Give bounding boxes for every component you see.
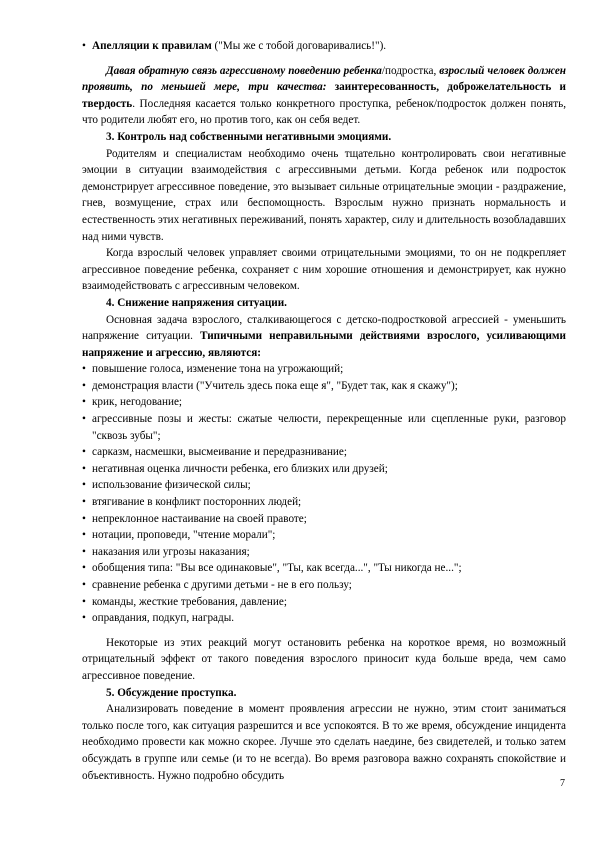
bullet-icon: •	[82, 396, 86, 409]
list-item: • оправдания, подкуп, награды.	[82, 610, 566, 627]
list-item: • сарказм, насмешки, высмеивание и передразнивание;	[82, 444, 566, 461]
list-item: • демонстрация власти ("Учитель здесь пока еще я", "Будет так, как я скажу");	[82, 378, 566, 395]
bullet-icon: •	[82, 462, 86, 475]
bullet-icon: •	[82, 363, 86, 376]
section-heading-5: 5. Обсуждение проступка.	[106, 686, 237, 699]
bullet-icon: •	[82, 595, 86, 608]
list-item: • обобщения типа: "Вы все одинаковые", "Ты, как всегда...", "Ты никогда не...";	[82, 560, 566, 577]
bullet-icon: •	[82, 479, 86, 492]
paragraph-feedback: Давая обратную связь агрессивному поведению ребенка/подростка, взрослый человек должен проявить, по меньшей мере, три качества: заинтересованность, доброжелательность и твердость. Последняя касается только конкретного проступка, ребенок/подросток должен понять, что родители любят его, но против того, как он себя ведет.	[82, 64, 566, 127]
bullet-icon: •	[82, 545, 86, 558]
bullet-icon: •	[82, 413, 86, 426]
list-item: • негативная оценка личности ребенка, его близких или друзей;	[82, 461, 566, 478]
mistakes-list	[82, 361, 566, 627]
bullet-icon: •	[82, 562, 86, 575]
list-item: • непреклонное настаивание на своей правоте;	[82, 511, 566, 528]
list-item: • нотации, проповеди, "чтение морали";	[82, 527, 566, 544]
list-item: • команды, жесткие требования, давление;	[82, 594, 566, 611]
paragraph-effects: Некоторые из этих реакций могут остановить ребенка на короткое время, но возможный отрицательный эффект от такого поведения взрослого приносит куда больше вреда, чем само агрессивное поведение.	[82, 636, 566, 682]
bullet-icon: •	[82, 512, 86, 525]
bullet-icon: •	[82, 579, 86, 591]
list-item: • наказания или угрозы наказания;	[82, 544, 566, 561]
list-item-text: Апелляции к правилам ("Мы же с тобой договаривались!").	[92, 40, 387, 52]
bullet-icon: •	[82, 612, 86, 625]
paragraph-discussion: Анализировать поведение в момент проявления агрессии не нужно, этим стоит заниматься только после того, как ситуация разрешится и все успокоятся. В то же время, обсуждение инцидента необходимо провести как можно скорее. Лучше это сделать наедине, без свидетелей, и только затем обсуждать в группе или семье (и то не всегда). Во время разговора важно сохранять спокойствие и объективность. Нужно подробно обсудить	[82, 703, 566, 782]
list-item: • сравнение ребенка с другими детьми - не в его пользу;	[82, 577, 566, 594]
bullet-icon: •	[82, 446, 86, 459]
list-item: • повышение голоса, изменение тона на угрожающий;	[82, 361, 566, 378]
paragraph-control: Когда взрослый человек управляет своими отрицательными эмоциями, то он не подкрепляет агрессивное поведение ребенка, сохраняет с ним хорошие отношения и демонстрирует, как нужно взаимодействовать с агрессивным человеком.	[82, 247, 566, 293]
bullet-icon: •	[82, 379, 86, 392]
page-number: 7	[560, 778, 565, 789]
document-page	[82, 38, 566, 784]
section-heading-4: 4. Снижение напряжения ситуации.	[106, 296, 287, 309]
list-item: • использование физической силы;	[82, 477, 566, 494]
list-item: • крик, негодование;	[82, 394, 566, 411]
list-item: • агрессивные позы и жесты: сжатые челюсти, перекрещенные или сцепленные руки, разговор "сквозь зубы";	[82, 411, 566, 444]
paragraph-tension: Основная задача взрослого, сталкивающегося с детско-подростковой агрессией - уменьшить напряжение ситуации. Типичными неправильными действиями взрослого, усиливающими напряжение и агрессию, являются:	[82, 313, 566, 359]
list-item: • втягивание в конфликт посторонних людей;	[82, 494, 566, 511]
paragraph-emotions: Родителям и специалистам необходимо очень тщательно контролировать свои негативные эмоции в ситуации взаимодействия с агрессивными детьми. Когда ребенок или подросток демонстрирует агрессивное поведение, это вызывает сильные отрицательные эмоции - раздражение, гнев, возмущение, страх или беспомощность. Взрослым нужно признать нормальность и естественность этих негативных переживаний, понять характер, силу и длительность возобладавших над ними чувств.	[82, 147, 566, 243]
bullet-icon: •	[82, 40, 86, 52]
bullet-icon: •	[82, 529, 86, 542]
list-item-appeal	[82, 38, 566, 55]
section-heading-3: 3. Контроль над собственными негативными эмоциями.	[106, 130, 392, 143]
bullet-icon: •	[82, 496, 86, 509]
